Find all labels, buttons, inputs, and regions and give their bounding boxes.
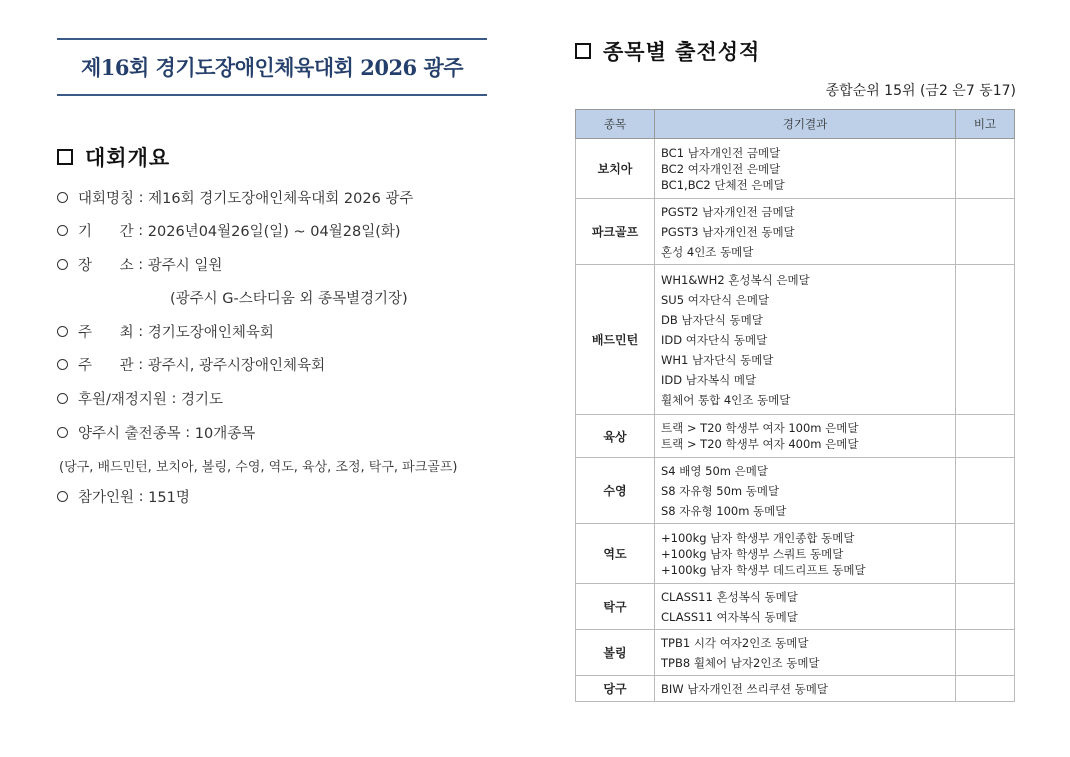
row-label: 주 최 — [78, 325, 134, 341]
checkbox-square-icon — [575, 43, 591, 59]
bullet-circle-icon — [57, 192, 68, 203]
sport-cell: 배드민턴 — [576, 265, 655, 415]
row-label: 후원/재정지원 — [78, 392, 167, 408]
result-item: 혼성 4인조 동메달 — [661, 244, 754, 259]
bullet-circle-icon — [57, 326, 68, 337]
row-label: 장 소 — [78, 258, 134, 274]
table-header-row — [576, 110, 1015, 139]
result-cell — [655, 524, 956, 584]
note-cell — [956, 265, 1015, 415]
table-row — [576, 415, 1015, 458]
result-cell — [655, 458, 956, 524]
row-sep: : — [166, 390, 182, 407]
result-item: TPB8 휠체어 남자2인조 동메달 — [661, 655, 820, 670]
table-row — [576, 584, 1015, 630]
result-item: S8 자유형 100m 동메달 — [661, 503, 787, 518]
overview-row-name — [57, 187, 413, 208]
row-sep: : — [133, 222, 148, 239]
result-item: SU5 여자단식 은메달 — [661, 292, 770, 307]
table-row — [576, 139, 1015, 199]
sport-cell: 볼링 — [576, 630, 655, 676]
note-cell — [956, 524, 1015, 584]
row-value: 제16회 경기도장애인체육대회 2026 광주 — [148, 191, 414, 207]
result-cell — [655, 415, 956, 458]
row-value: 경기도장애인체육회 — [147, 325, 274, 341]
bullet-circle-icon — [57, 427, 68, 438]
result-item: +100kg 남자 학생부 데드리프트 동메달 — [661, 562, 866, 577]
row-sep: : — [133, 356, 148, 373]
row-sep: : — [134, 189, 149, 206]
result-cell — [655, 584, 956, 630]
table-row — [576, 630, 1015, 676]
result-item: +100kg 남자 학생부 개인종합 동메달 — [661, 530, 855, 545]
result-item: DB 남자단식 동메달 — [661, 312, 763, 327]
result-item: CLASS11 혼성복식 동메달 — [661, 589, 798, 604]
row-sep: : — [180, 424, 195, 441]
result-item: TPB1 시각 여자2인조 동메달 — [661, 635, 809, 650]
row-value: 10개종목 — [194, 426, 256, 442]
result-item: S8 자유형 50m 동메달 — [661, 483, 780, 498]
bullet-circle-icon — [57, 259, 68, 270]
result-item: PGST2 남자개인전 금메달 — [661, 204, 795, 219]
result-cell — [655, 676, 956, 702]
overview-row-venue — [57, 254, 222, 275]
row-label: 참가인원 — [78, 490, 135, 506]
overview-row-participants — [57, 486, 190, 507]
result-item: 휠체어 통합 4인조 동메달 — [661, 392, 791, 407]
note-cell — [956, 584, 1015, 630]
sport-cell: 탁구 — [576, 584, 655, 630]
result-item: S4 배영 50m 은메달 — [661, 463, 768, 478]
row-sep: : — [134, 488, 149, 505]
row-value: 151명 — [148, 490, 190, 506]
result-cell — [655, 199, 956, 265]
result-item: 트랙 > T20 학생부 여자 100m 은메달 — [661, 421, 859, 435]
row-label: 대회명칭 — [78, 191, 135, 207]
overview-heading-text: 대회개요 — [85, 146, 171, 170]
result-item: WH1&WH2 혼성복식 은메달 — [661, 272, 810, 287]
note-cell — [956, 199, 1015, 265]
results-heading — [575, 36, 760, 66]
overview-venue-note: (광주시 G-스타디움 외 종목별경기장) — [170, 291, 408, 307]
note-cell — [956, 676, 1015, 702]
sport-cell: 보치아 — [576, 139, 655, 199]
bullet-circle-icon — [57, 393, 68, 404]
result-cell — [655, 139, 956, 199]
row-label: 양주시 출전종목 — [78, 426, 181, 442]
result-item: 트랙 > T20 학생부 여자 400m 은메달 — [661, 437, 859, 451]
row-value: 광주시, 광주시장애인체육회 — [147, 358, 326, 374]
sport-cell: 역도 — [576, 524, 655, 584]
overall-ranking-summary: 종합순위 15위 (금2 은7 동17) — [825, 83, 1016, 99]
note-cell — [956, 415, 1015, 458]
results-heading-text: 종목별 출전성적 — [603, 40, 761, 64]
row-sep: : — [133, 323, 148, 340]
overview-row-sponsor — [57, 388, 223, 409]
result-item: PGST3 남자개인전 동메달 — [661, 224, 795, 239]
event-title-banner — [57, 38, 487, 96]
result-item: WH1 남자단식 동메달 — [661, 352, 774, 367]
result-item: BC2 여자개인전 은메달 — [661, 161, 781, 176]
result-item: IDD 남자복식 메달 — [661, 372, 757, 387]
note-cell — [956, 139, 1015, 199]
table-row — [576, 676, 1015, 702]
sport-cell: 파크골프 — [576, 199, 655, 265]
row-value: 광주시 일원 — [147, 258, 223, 274]
bullet-circle-icon — [57, 359, 68, 370]
sport-cell: 수영 — [576, 458, 655, 524]
result-item: BC1,BC2 단체전 은메달 — [661, 177, 785, 192]
result-item: +100kg 남자 학생부 스쿼트 동메달 — [661, 546, 844, 561]
column-header-sport: 종목 — [576, 110, 655, 139]
checkbox-square-icon — [57, 149, 73, 165]
result-item: CLASS11 여자복식 동메달 — [661, 609, 798, 624]
row-value: 경기도 — [181, 392, 224, 408]
table-row — [576, 458, 1015, 524]
table-row — [576, 199, 1015, 265]
sport-cell: 당구 — [576, 676, 655, 702]
bullet-circle-icon — [57, 491, 68, 502]
result-cell — [655, 265, 956, 415]
row-sep: : — [133, 256, 148, 273]
note-cell — [956, 630, 1015, 676]
overview-sports-list: (당구, 배드민턴, 보치아, 볼링, 수영, 역도, 육상, 조정, 탁구, 파크골프) — [59, 460, 458, 475]
table-row — [576, 265, 1015, 415]
table-row — [576, 524, 1015, 584]
result-item: BC1 남자개인전 금메달 — [661, 145, 781, 160]
overview-heading — [57, 142, 170, 172]
row-label: 주 관 — [78, 358, 134, 374]
results-table — [575, 109, 1015, 702]
result-item: IDD 여자단식 동메달 — [661, 332, 768, 347]
bullet-circle-icon — [57, 225, 68, 236]
result-cell — [655, 630, 956, 676]
event-title: 제16회 경기도장애인체육대회 2026 광주 — [80, 55, 464, 80]
overview-row-period — [57, 220, 401, 241]
overview-row-host — [57, 321, 274, 342]
column-header-result: 경기결과 — [655, 110, 956, 139]
row-value: 2026년04월26일(일) ~ 04월28일(화) — [147, 224, 401, 240]
sport-cell: 육상 — [576, 415, 655, 458]
overview-row-organizer — [57, 354, 325, 375]
column-header-note: 비고 — [956, 110, 1015, 139]
result-item: BIW 남자개인전 쓰리쿠션 동메달 — [661, 681, 828, 696]
note-cell — [956, 458, 1015, 524]
overview-row-sports-count — [57, 422, 255, 443]
row-label: 기 간 — [78, 224, 134, 240]
